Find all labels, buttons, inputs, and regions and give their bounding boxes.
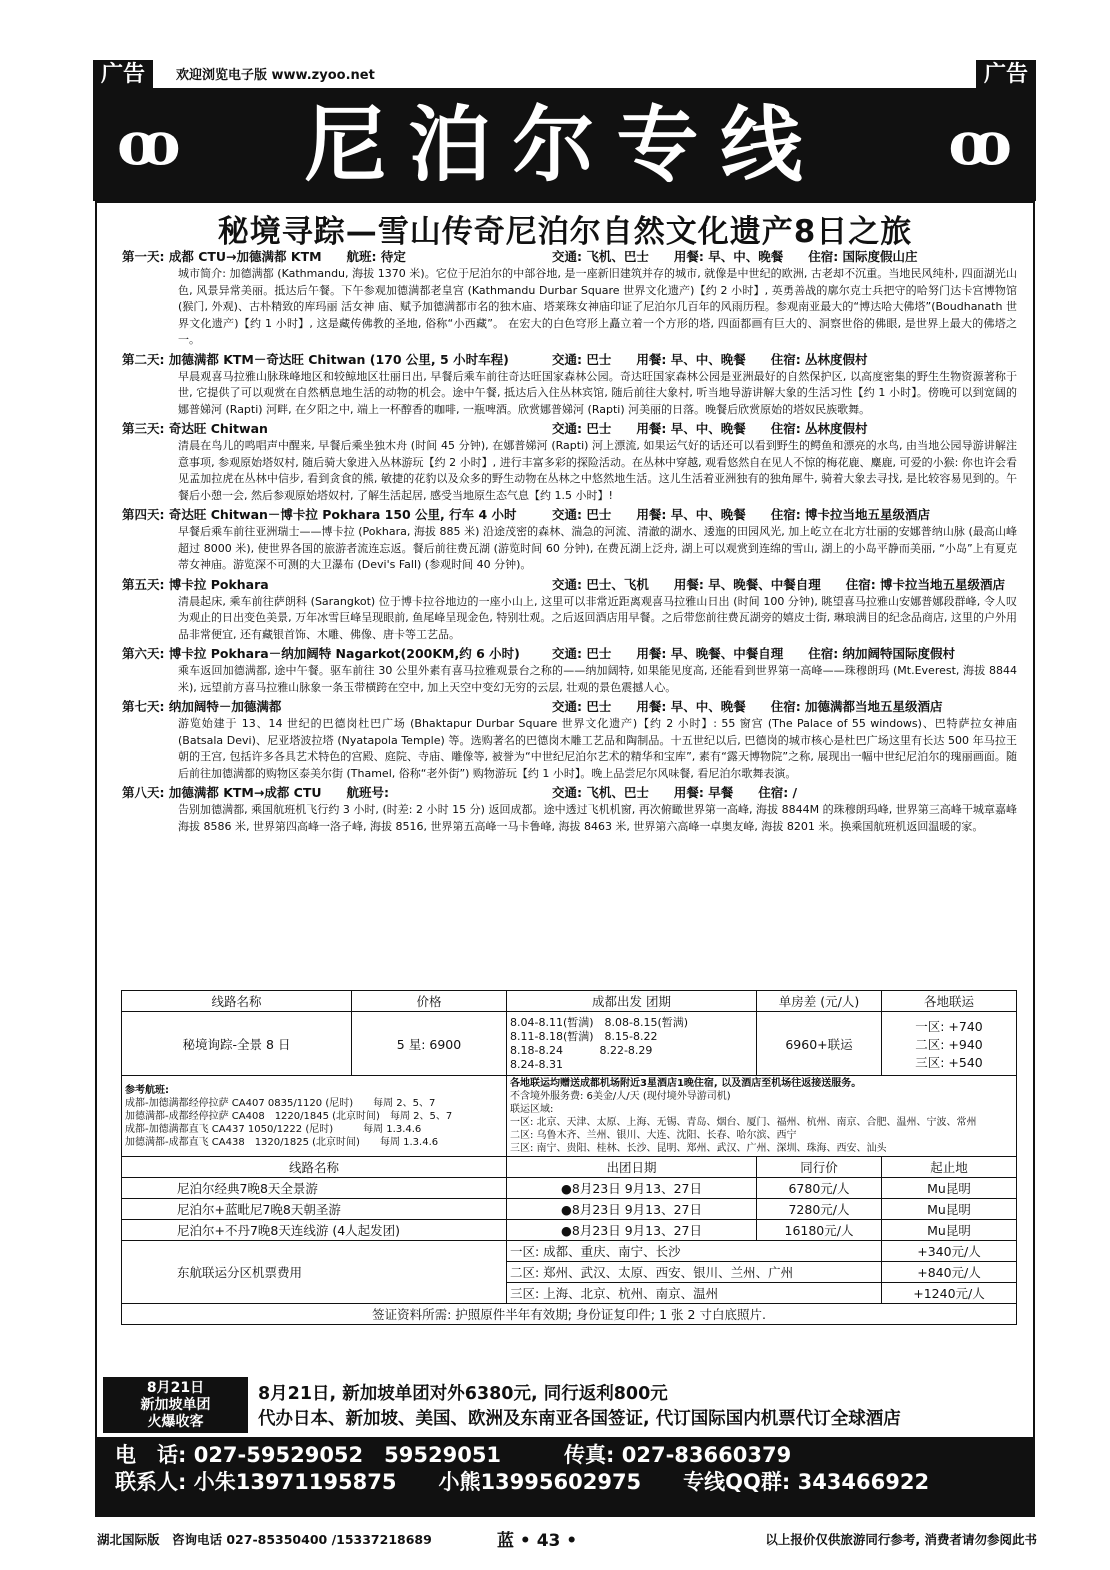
table-row [122, 1199, 1017, 1220]
day-heading: 第六天: 博卡拉 Pokhara－纳加阔特 Nagarkot(200KM,约 6 小时) [122, 646, 520, 661]
route-name: 尼泊尔+蓝毗尼7晚8天朝圣游 [122, 1199, 507, 1220]
day-info: 交通: 巴士 用餐: 早、中、晚餐 住宿: 博卡拉当地五星级酒店 [552, 507, 931, 522]
route-city: Mu昆明 [882, 1199, 1017, 1220]
day-7 [122, 697, 1017, 782]
price-table [121, 990, 1017, 1157]
price-tables [121, 990, 1017, 1325]
route-price: 16180元/人 [757, 1220, 882, 1241]
day-heading: 第一天: 成都 CTU→加德满都 KTM 航班: 待定 [122, 249, 406, 264]
route-name: 尼泊尔+不丹7晚8天连线游 (4人起发团) [122, 1220, 507, 1241]
col-header: 起止地 [882, 1157, 1017, 1178]
day-2 [122, 350, 1017, 419]
route-dates: ●8月23日 9月13、27日 [507, 1220, 757, 1241]
day-info: 交通: 巴士 用餐: 早、晚餐、中餐自理 住宿: 纳加阔特国际度假村 [552, 646, 956, 661]
day-description: 乘车返回加德满都, 途中午餐。驱车前往 30 公里外素有喜马拉雅观景台之称的——纳加阔特, 如果能见度高, 还能看到世界第一高峰——珠穆朗玛 (Mt.Everest, 海拔 8844 米), 远望前方喜马拉雅山脉象一条玉带横跨在空中, 加上天空中变幻无穷的云层, 壮观的景色震撼人心。 [178, 664, 1017, 694]
table-row [122, 1241, 1017, 1262]
ad-tag-left: 广告 [93, 60, 153, 90]
contact-person-line[interactable]: 联系人: 小朱13971195875 小熊13995602975 专线QQ群: 343466922 [115, 1470, 930, 1494]
departure-dates: 8.04-8.11(暂满) 8.08-8.15(暂满) 8.11-8.18(暂满) 8.15-8.22 8.18-8.24 8.22-8.29 8.24-8.31 [507, 1012, 757, 1076]
route-dates: ●8月23日 9月13、27日 [507, 1178, 757, 1199]
day-description: 清晨起床, 乘车前往萨朗科 (Sarangkot) 位于博卡拉谷地边的一座小山上, 这里可以非常近距离观喜马拉雅山日出 (时间 100 分钟), 眺望喜马拉雅山安娜普娜段群峰, 令人叹为观止的日出变色美景, 万年冰雪巨峰呈现眼前, 鱼尾峰呈现金色, 特别壮观。之后返回酒店用早餐。之后带您前往费瓦湖旁的嬉皮士街, 琳琅满目的纪念品商店, 这里的户外用品非常便宜, 还有藏银首饰、木雕、佛像、唐卡等工艺品。 [178, 594, 1017, 641]
table-row [122, 1178, 1017, 1199]
day-info: 交通: 巴士 用餐: 早、中、晚餐 住宿: 加德满都当地五星级酒店 [552, 699, 943, 714]
route-name: 秘境询踪-全景 8 日 [122, 1012, 352, 1076]
swirl-ornament-right-icon: ꝏ [948, 109, 1012, 179]
day-1 [122, 247, 1017, 349]
col-header: 价格 [352, 991, 507, 1012]
table-header-row [122, 1157, 1017, 1178]
table-row [122, 1220, 1017, 1241]
phone-line[interactable]: 电 话: 027-59529052 59529051 传真: 027-83660379 [115, 1443, 792, 1467]
col-header: 单房差 (元/人) [757, 991, 882, 1012]
col-header: 线路名称 [122, 991, 352, 1012]
fee-amount: +1240元/人 [882, 1283, 1017, 1304]
route-name: 尼泊尔经典7晚8天全景游 [122, 1178, 507, 1199]
day-heading: 第三天: 奇达旺 Chitwan [122, 421, 268, 436]
fee-zone: 一区: 成都、重庆、南宁、长沙 [507, 1241, 882, 1262]
day-3 [122, 419, 1017, 504]
route-dates: ●8月23日 9月13、27日 [507, 1199, 757, 1220]
contact-bar [95, 1437, 1035, 1517]
fee-label: 东航联运分区机票费用 [122, 1241, 507, 1304]
day-info: 交通: 巴士 用餐: 早、中、晚餐 住宿: 丛林度假村 [552, 351, 868, 367]
col-header: 同行价 [757, 1157, 882, 1178]
day-info: 交通: 飞机、巴士 用餐: 早餐 住宿: / [552, 785, 798, 800]
promo-badge: 8月21日 新加坡单团 火爆收客 [103, 1377, 248, 1433]
tour-subtitle: 秘境寻踪—雪山传奇尼泊尔自然文化遗产8日之旅 [217, 214, 913, 250]
table-row [122, 1012, 1017, 1076]
day-description: 城市简介: 加德满都 (Kathmandu, 海拔 1370 米)。它位于尼泊尔的中部谷地, 是一座新旧建筑并存的城市, 就像是中世纪的欧洲, 古老却不沉重。当地民风纯朴, 四面湖光山色, 风景异常美丽。抵达后午餐。下午参观加德满都老皇宫 (Kathmandu Durbar Square 世界文化遗产)【约 2 小时】, 英勇善战的廓尔克士兵把守的哈努门达卡宫博物馆 (猴门, 外观)、古朴精致的库玛丽 活女神 庙、赋予加德满都市名的独木庙、塔莱珠女神庙印证了尼泊尔几百年的风雨历程。参观南亚最大的“博达哈大佛塔”(Boudhanath 世界文化遗产)【约 1 小时】, 这是藏传佛教的圣地, 俗称“小西藏”。 在宏大的白色穹形上矗立着一个方形的塔, 四面都画有巨大的、洞察世俗的佛眼, 是世界上最大的佛塔之一。 [178, 267, 1017, 346]
transfer-info: 各地联运均赠送成都机场附近3星酒店1晚住宿, 以及酒店至机场往返接送服务。 不含境外服务费: 6美金/人/天 (现付境外导游司机) 联运区域: 一区: 北京、天津、太原、上海、无锡、青岛、烟台、厦门、福州、杭州、南京、合肥、温州、宁波、常州 二区: 乌鲁木齐、兰州、银川、大连、沈阳、长春、哈尔滨、西宁 三区: 南宁、贵阳、桂林、长沙、昆明、郑州、武汉、广州、深圳、珠海、西安、汕头 [507, 1076, 1017, 1157]
fee-zone: 二区: 郑州、武汉、太原、西安、银川、兰州、广州 [507, 1262, 882, 1283]
footer-left: 湖北国际版 咨询电话 027-85350400 /15337218689 [97, 1532, 432, 1547]
website-url[interactable]: 欢迎浏览电子版 www.zyoo.net [176, 68, 375, 83]
col-header: 各地联运 [882, 991, 1017, 1012]
col-header: 线路名称 [122, 1157, 507, 1178]
day-description: 早餐后乘车前往亚洲瑞士——博卡拉 (Pokhara, 海拔 885 米) 沿途茂密的森林、湍急的河流、清澈的湖水、逶迤的田园风光, 加上屹立在北方壮丽的安娜普纳山脉 (最高山峰超过 8000 米), 使世界各国的旅游者流连忘返。餐后前往费瓦湖 (游览时间 60 分钟), 在费瓦湖上泛舟, 湖上可以观赏到连绵的雪山, 湖上的小岛平静而美丽, “小岛”上有夏克蒂女神庙。游览深不可测的大卫瀑布 (Devi's Fall) (参观时间 40 分钟)。 [178, 525, 1017, 571]
day-info: 交通: 飞机、巴士 用餐: 早、中、晚餐 住宿: 国际度假山庄 [552, 249, 918, 264]
table-header-row [122, 991, 1017, 1012]
day-5 [122, 575, 1017, 644]
route-price: 5 星: 6900 [352, 1012, 507, 1076]
route-city: Mu昆明 [882, 1220, 1017, 1241]
day-description: 游览始建于 13、14 世纪的巴德岗杜巴广场 (Bhaktapur Durbar Square 世界文化遗产)【约 2 小时】: 55 窗宫 (The Palace of 55 windows)、巴特萨拉女神庙 (Batsala Devi)、尼亚塔波拉塔 (Nyatapola Temple) 等。选购著名的巴德岗木雕工艺品和陶制品。十五世纪以后, 巴德岗的城市核心是杜巴广场这里有长达 500 年马拉王朝的王宫, 包括许多各具艺术特色的宫殿、庭院、寺庙、雕像等, 被誉为“中世纪尼泊尔艺术的精华和宝库”, 素有“露天博物院”之称, 展现出一幅中世纪尼泊尔的瑰丽画面。随后前往加德满都的购物区泰美尔街 (Thamel, 俗称“老外街”) 购物游玩【约 1 小时】。晚上品尝尼尔风味餐, 看尼泊尔歌舞表演。 [178, 717, 1017, 780]
promo-line-1: 8月21日, 新加坡单团对外6380元, 同行返利800元 [258, 1384, 668, 1404]
route-price: 6780元/人 [757, 1178, 882, 1199]
route-table [121, 1156, 1017, 1325]
flight-info: 参考航班: 成都-加德满都经停拉萨 CA407 0835/1120 (尼时) 每周 2、5、7 加德满都-成都经停拉萨 CA408 1220/1845 (北京时间) 每周 2、5、7 成都-加德满都直飞 CA437 1050/1222 (尼时) 每周 1.3.4.6 加德满都-成都直飞 CA438 1320/1825 (北京时间) 每周 1.3.4.6 [122, 1076, 507, 1157]
single-supplement: 6960+联运 [757, 1012, 882, 1076]
fee-amount: +840元/人 [882, 1262, 1017, 1283]
footer-disclaimer: 以上报价仅供旅游同行参考, 消费者请勿参阅此书 [765, 1532, 1037, 1547]
title-banner [93, 88, 1036, 201]
route-city: Mu昆明 [882, 1178, 1017, 1199]
promo-line-2: 代办日本、新加坡、美国、欧洲及东南亚各国签证, 代订国际国内机票代订全球酒店 [258, 1409, 901, 1429]
visa-note: 签证资料所需: 护照原件半年有效期; 身份证复印件; 1 张 2 寸白底照片. [122, 1304, 1017, 1325]
table-row [122, 1076, 1017, 1157]
itinerary [122, 247, 1017, 836]
day-heading: 第八天: 加德满都 KTM→成都 CTU 航班号: [122, 785, 390, 800]
day-description: 早晨观喜马拉雅山脉珠峰地区和较鲸地区壮丽日出, 早餐后乘车前往奇达旺国家森林公园。奇达旺国家森林公园是亚洲最好的自然保护区, 以高度密集的野生生物资源著称于世, 它提供了可以观赏在自然栖息地生活的动物的机会。途中午餐, 抵达后入住丛林宾馆, 随后前往大象村, 听当地导游讲解大象的生活习性【约 1 小时】。傍晚可以到宽阔的娜普娣河 (Rapti) 河畔, 在夕阳之中, 端上一杯醇香的咖啡, 一瓶啤酒。欣赏娜普娣河 (Rapti) 河美丽的日落。晚餐后欣赏原始的塔奴民族歌舞。 [178, 369, 1017, 416]
table-row [122, 1304, 1017, 1325]
day-info: 交通: 巴士 用餐: 早、中、晚餐 住宿: 丛林度假村 [552, 421, 868, 436]
fee-amount: +340元/人 [882, 1241, 1017, 1262]
page-number: 蓝 • 43 • [497, 1531, 578, 1551]
day-8 [122, 783, 1017, 835]
banner-title: 尼泊尔专线 [304, 97, 825, 193]
day-heading: 第五天: 博卡拉 Pokhara [122, 576, 269, 592]
zone-fees: 一区: +740 二区: +940 三区: +540 [882, 1012, 1017, 1076]
footer [97, 1530, 1037, 1550]
col-header: 出团日期 [507, 1157, 757, 1178]
day-description: 清晨在鸟儿的鸣唱声中醒来, 早餐后乘坐独木舟 (时间 45 分钟), 在娜普娣河 (Rapti) 河上漂流, 如果运气好的话还可以看到野生的鳄鱼和漂亮的水鸟, 由当地公园导游讲解注意事项, 参观原始塔奴村, 随后骑大象进入丛林游玩【约 2 小时】, 进行丰富多彩的探险活动。在丛林中穿越, 观看悠然自在见人不惊的梅花鹿、麋鹿, 可爱的小猴: 你也许会看见孟加拉虎在丛林中信步, 看到贪食的熊, 敏捷的花豹以及众多的野生动物在丛林之中悠然地生活。这儿生活着亚洲独有的独角犀牛, 骑着大象去寻找, 是比较容易见到的。午餐后小憩一会, 然后参观原始塔奴村, 了解生活起居, 感受当地原生态气息【约 1.5 小时】! [178, 439, 1017, 502]
day-heading: 第七天: 纳加阔特－加德满都 [122, 699, 282, 714]
day-description: 告别加德满都, 乘国航班机飞行约 3 小时, (时差: 2 小时 15 分) 返回成都。途中透过飞机机窗, 再次俯瞰世界第一高峰, 海拔 8844M 的珠穆朗玛峰, 世界第三高峰干城章嘉峰 海拔 8586 米, 世界第四高峰一洛子峰, 海拔 8516, 世界第五高峰一马卡鲁峰, 海拔 8463 米, 世界第六高峰一卓奥友峰, 海拔 8201 米。换乘国航班机返回温暖的家。 [178, 803, 1017, 833]
day-heading: 第二天: 加德满都 KTM－奇达旺 Chitwan (170 公里, 5 小时车程) [122, 351, 509, 367]
swirl-ornament-left-icon: ꝏ [117, 109, 181, 179]
day-6 [122, 644, 1017, 696]
ad-tag-right: 广告 [976, 60, 1036, 90]
day-4 [122, 505, 1017, 574]
col-header: 成都出发 团期 [507, 991, 757, 1012]
fee-zone: 三区: 上海、北京、杭州、南京、温州 [507, 1283, 882, 1304]
day-info: 交通: 巴士、飞机 用餐: 早、晚餐、中餐自理 住宿: 博卡拉当地五星级酒店 [552, 576, 1006, 592]
route-price: 7280元/人 [757, 1199, 882, 1220]
day-heading: 第四天: 奇达旺 Chitwan－博卡拉 Pokhara 150 公里, 行车 4 小时 [122, 507, 517, 522]
